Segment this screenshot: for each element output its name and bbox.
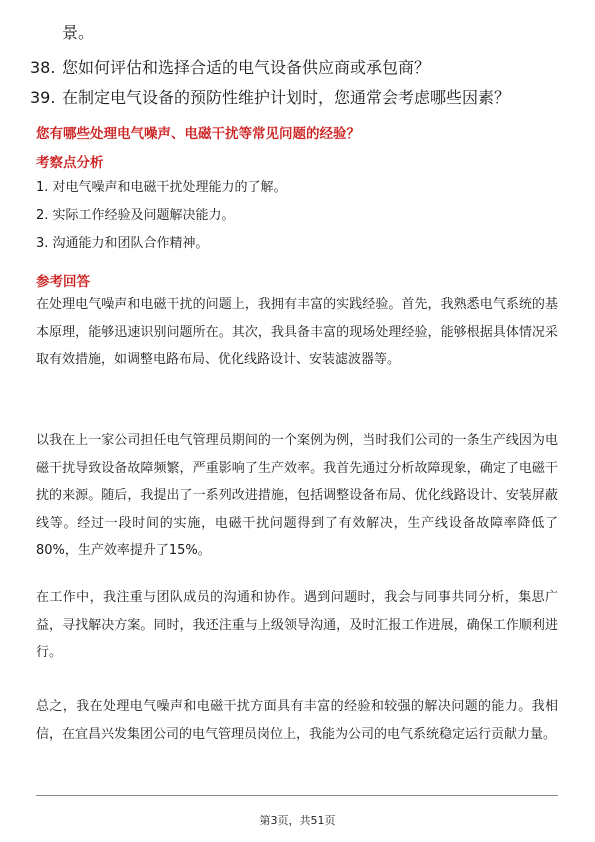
analysis-point: 2. 实际工作经验及问题解决能力。 [36,208,235,223]
question-item-39 [30,87,570,117]
question-item-38 [30,57,570,87]
analysis-point: 1. 对电气噪声和电磁干扰处理能力的了解。 [36,180,287,195]
answer-paragraph-3: 在工作中，我注重与团队成员的沟通和协作。遇到问题时，我会与同事共同分析，集思广益，寻找解决方案。同时，我还注重与上级领导沟通，及时汇报工作进展，确保工作顺利进行。 [36,590,558,661]
answer-paragraph-4: 总之，我在处理电气噪声和电磁干扰方面具有丰富的经验和较强的解决问题的能力。我相信，在宜昌兴发集团公司的电气管理员岗位上，我能为公司的电气系统稳定运行贡献力量。 [36,699,558,742]
question-number: 38. [30,58,56,77]
question-text: 在制定电气设备的预防性维护计划时，您通常会考虑哪些因素？ [62,88,511,107]
continued-text: 景。 [62,23,95,42]
answer-paragraph-1: 在处理电气噪声和电磁干扰的问题上，我拥有丰富的实践经验。首先，我熟悉电气系统的基本原理，能够迅速识别问题所在。其次，我具备丰富的现场处理经验，能够根据具体情况采取有效措施，如调整电路布局、优化线路设计、安装滤波器等。 [36,297,558,368]
analysis-heading: 考察点分析 [36,155,104,171]
question-text: 您如何评估和选择合适的电气设备供应商或承包商？ [62,58,431,77]
analysis-point: 3. 沟通能力和团队合作精神。 [36,236,209,251]
footer-divider [36,795,558,796]
page-number: 第3页，共51页 [259,814,336,827]
analysis-points [36,178,287,262]
answer-paragraph-2: 以我在上一家公司担任电气管理员期间的一个案例为例，当时我们公司的一条生产线因为电磁干扰导致设备故障频繁，严重影响了生产效率。我首先通过分析故障现象，确定了电磁干扰的来源。随后，我提出了一系列改进措施，包括调整设备布局、优化线路设计、安装屏蔽线等。经过一段时间的实施，电磁干扰问题得到了有效解决，生产线设备故障率降低了80%，生产效率提升了15%。 [36,433,558,559]
question-list [30,57,570,117]
current-question-heading: 您有哪些处理电气噪声、电磁干扰等常见问题的经验？ [36,126,360,142]
question-number: 39. [30,88,56,107]
answer-heading: 参考回答 [36,274,90,290]
